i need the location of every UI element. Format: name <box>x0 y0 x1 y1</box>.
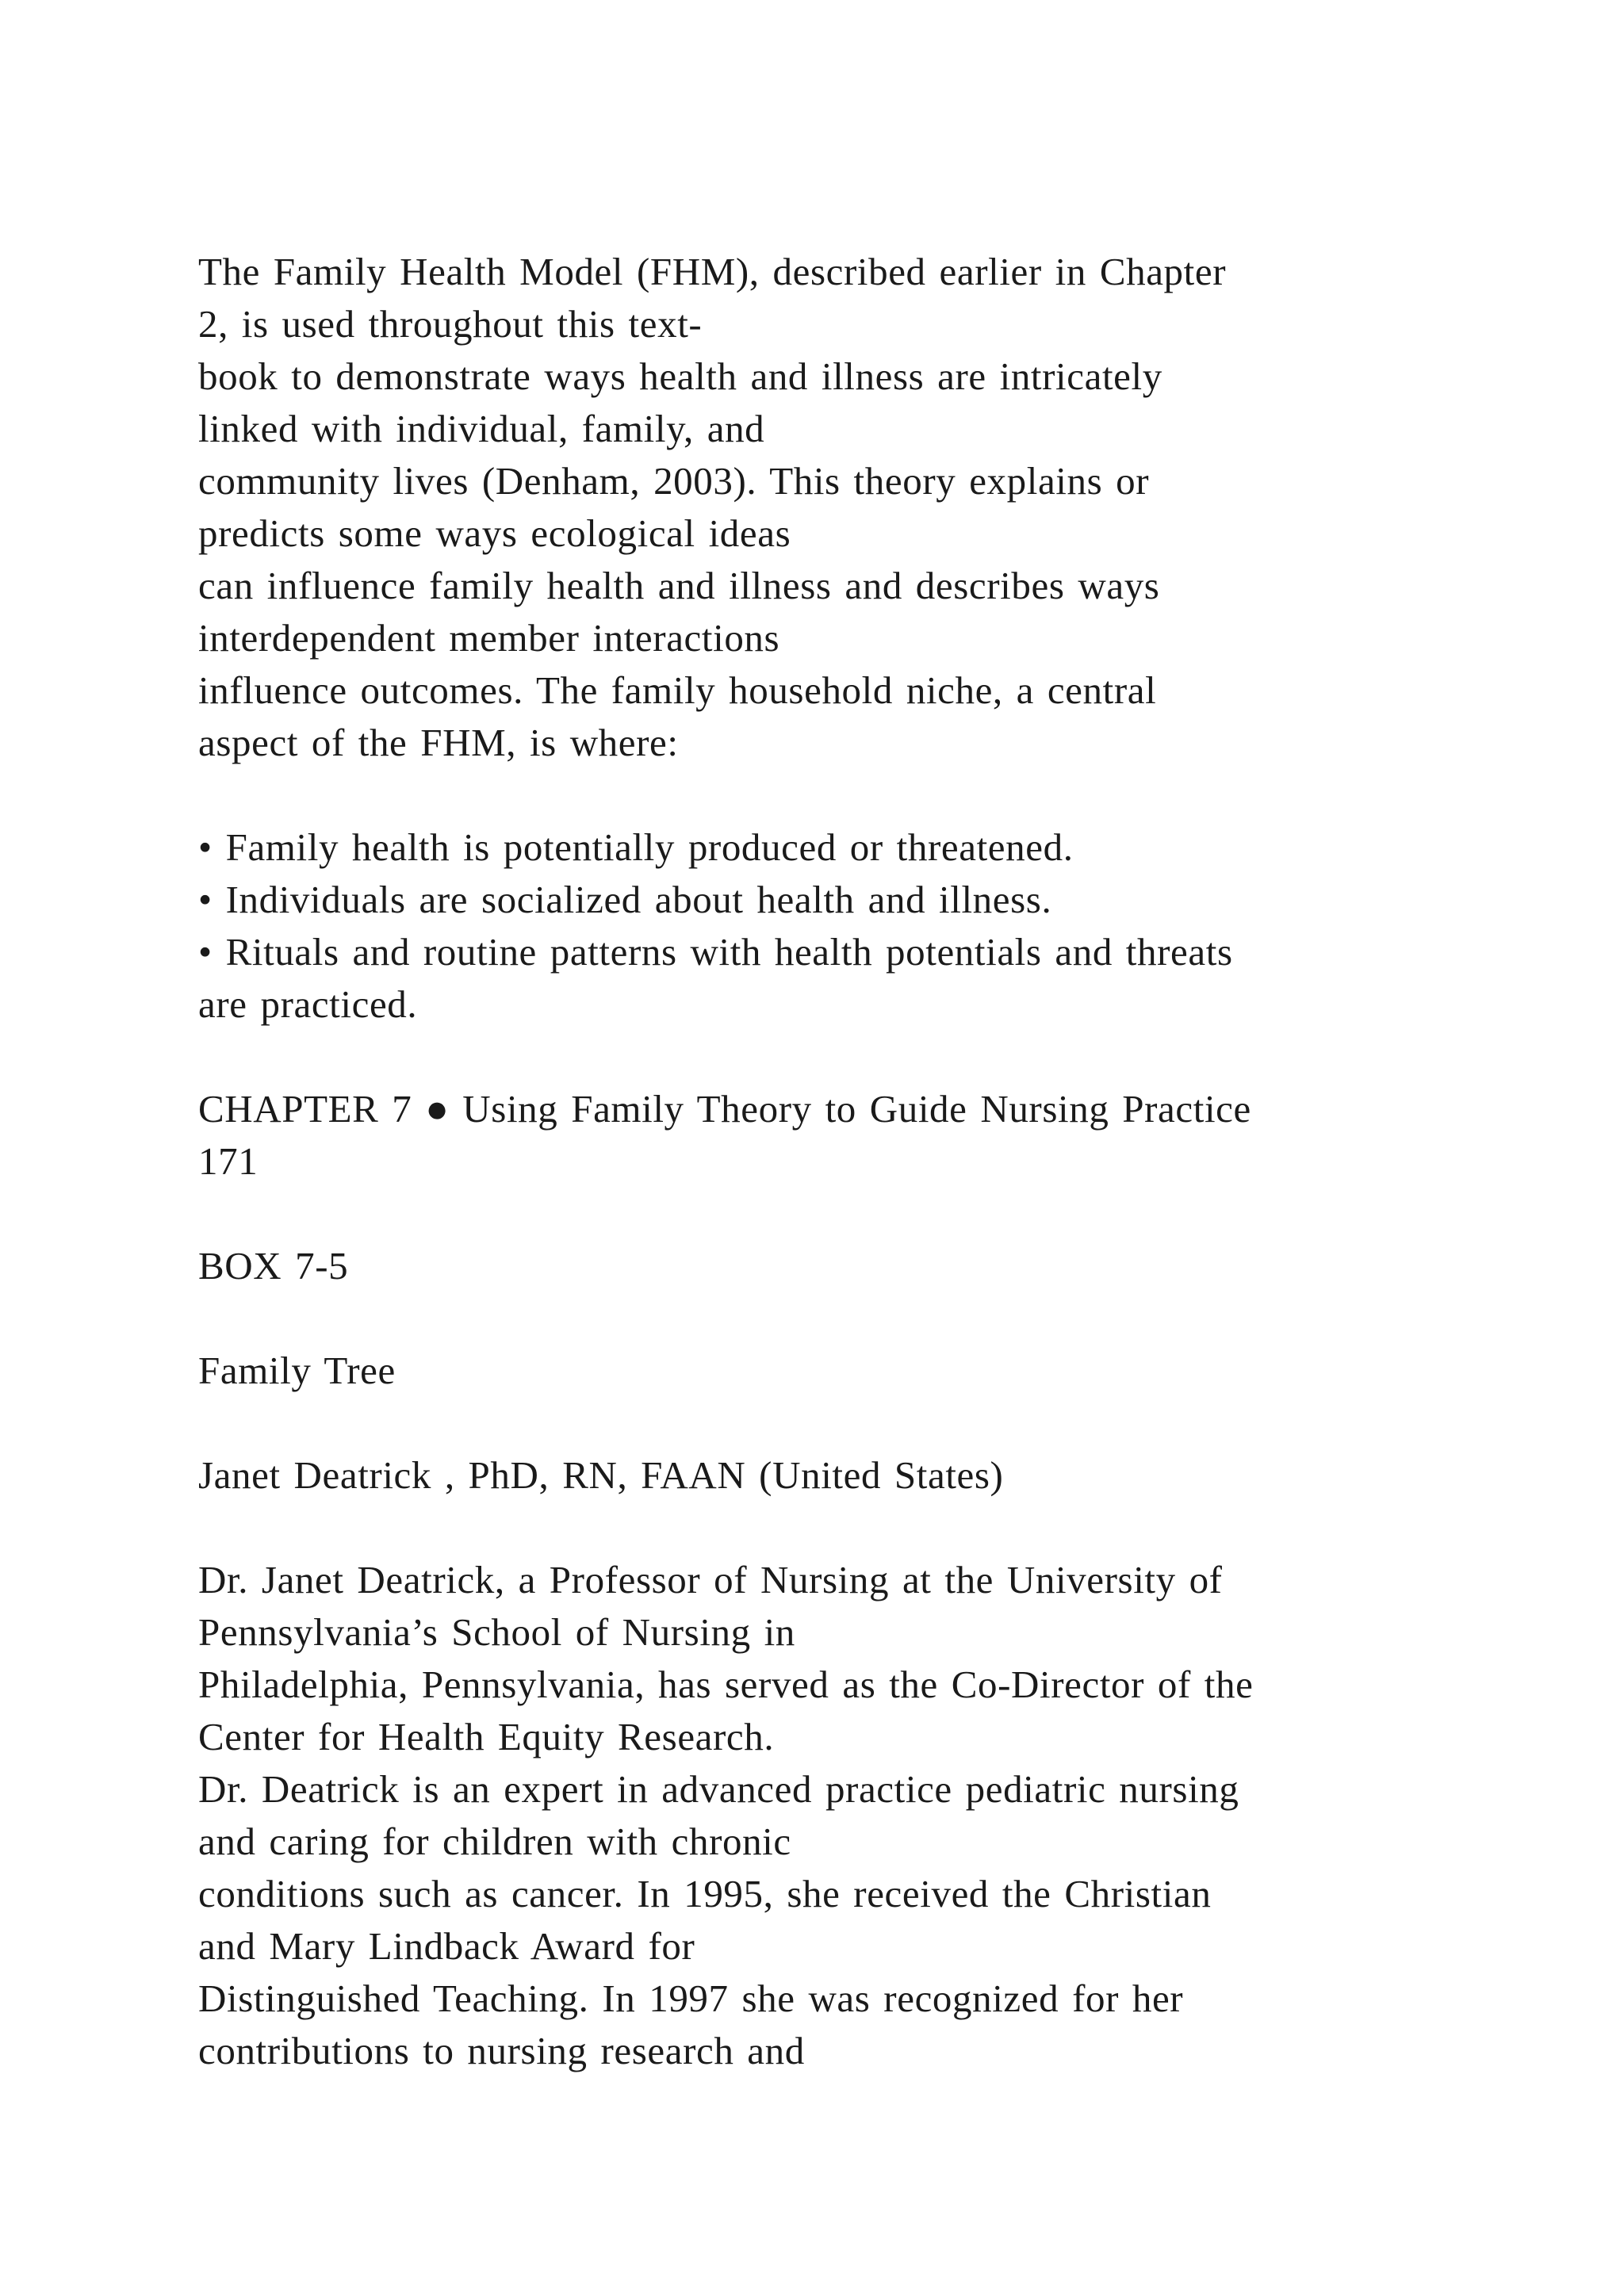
text-line: Dr. Deatrick is an expert in advanced practice pediatric nursing <box>198 1767 1239 1811</box>
paragraph-spacer <box>198 1188 1435 1240</box>
paragraph-spacer <box>198 1502 1435 1554</box>
bullet-item-continuation: are practiced. <box>198 982 418 1026</box>
text-line: The Family Health Model (FHM), described earlier in Chapter <box>198 250 1227 293</box>
text-line: 2, is used throughout this text- <box>198 302 703 346</box>
box-author: Janet Deatrick , PhD, RN, FAAN (United States) <box>198 1453 1004 1497</box>
text-line: Philadelphia, Pennsylvania, has served as the Co-Director of the <box>198 1663 1254 1706</box>
text-line: Pennsylvania’s School of Nursing in <box>198 1610 795 1654</box>
box-title: Family Tree <box>198 1349 396 1392</box>
text-line: interdependent member interactions <box>198 616 780 660</box>
bullet-item: • Individuals are socialized about health and illness. <box>198 878 1052 921</box>
box-label: BOX 7-5 <box>198 1244 349 1288</box>
text-line: Distinguished Teaching. In 1997 she was recognized for her <box>198 1976 1184 2020</box>
paragraph-spacer <box>198 1292 1435 1345</box>
paragraph-spacer <box>198 1031 1435 1083</box>
chapter-title-line: CHAPTER 7 ● Using Family Theory to Guide Nursing Practice <box>198 1087 1251 1131</box>
bio-paragraph <box>198 1554 1435 2077</box>
document-page <box>198 246 1435 2077</box>
text-line: Dr. Janet Deatrick, a Professor of Nursing at the University of <box>198 1558 1223 1601</box>
paragraph-spacer <box>198 1397 1435 1449</box>
text-line: linked with individual, family, and <box>198 407 765 450</box>
text-line: can influence family health and illness and describes ways <box>198 564 1160 607</box>
text-line: conditions such as cancer. In 1995, she received the Christian <box>198 1872 1212 1915</box>
running-header <box>198 1083 1435 1188</box>
text-line: and caring for children with chronic <box>198 1820 791 1863</box>
text-line: aspect of the FHM, is where: <box>198 721 679 764</box>
intro-paragraph <box>198 246 1435 769</box>
text-line: book to demonstrate ways health and illness are intricately <box>198 354 1162 398</box>
text-line: contributions to nursing research and <box>198 2029 805 2072</box>
text-line: Center for Health Equity Research. <box>198 1715 775 1758</box>
paragraph-spacer <box>198 769 1435 821</box>
bullet-item: • Rituals and routine patterns with health potentials and threats <box>198 930 1233 974</box>
text-line: predicts some ways ecological ideas <box>198 511 791 555</box>
bullet-list <box>198 821 1435 1031</box>
page-number: 171 <box>198 1139 259 1183</box>
text-line: community lives (Denham, 2003). This theory explains or <box>198 459 1150 503</box>
text-line: influence outcomes. The family household niche, a central <box>198 668 1157 712</box>
text-line: and Mary Lindback Award for <box>198 1924 695 1968</box>
bullet-item: • Family health is potentially produced or threatened. <box>198 825 1074 869</box>
